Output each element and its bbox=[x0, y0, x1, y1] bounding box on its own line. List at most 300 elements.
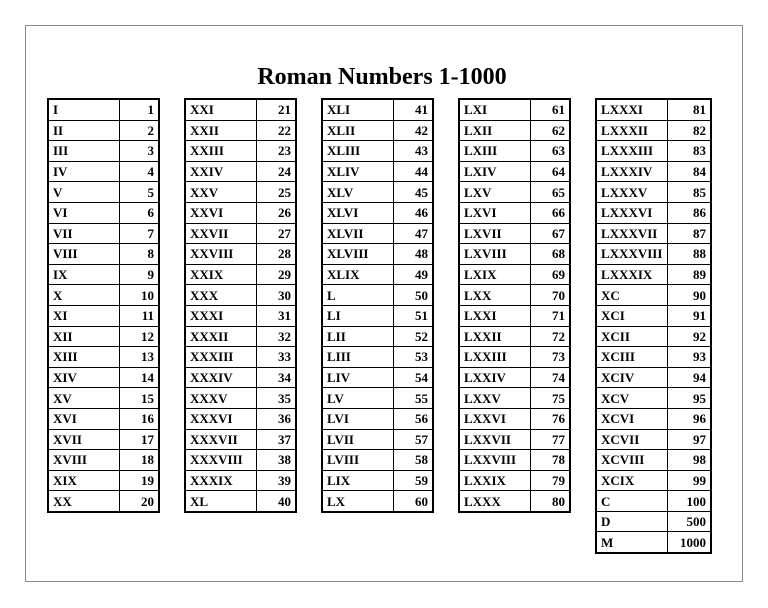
table-row bbox=[596, 511, 711, 532]
roman-numeral-cell: LVII bbox=[322, 429, 394, 450]
arabic-value-cell: 21 bbox=[257, 99, 297, 120]
table-row bbox=[596, 347, 711, 368]
table-row bbox=[459, 223, 570, 244]
table-row bbox=[185, 264, 296, 285]
roman-numeral-cell: LIII bbox=[322, 347, 394, 368]
roman-numeral-cell: XVII bbox=[48, 429, 120, 450]
table-row bbox=[322, 367, 433, 388]
arabic-value-cell: 69 bbox=[531, 264, 571, 285]
roman-numeral-cell: XV bbox=[48, 388, 120, 409]
table-row bbox=[48, 202, 159, 223]
table-row bbox=[322, 161, 433, 182]
roman-numeral-cell: XCVII bbox=[596, 429, 668, 450]
table-row bbox=[459, 305, 570, 326]
table-row bbox=[596, 532, 711, 553]
roman-numeral-cell: III bbox=[48, 141, 120, 162]
roman-numeral-cell: LXXVII bbox=[459, 429, 531, 450]
table-row bbox=[185, 408, 296, 429]
arabic-value-cell: 34 bbox=[257, 367, 297, 388]
arabic-value-cell: 85 bbox=[668, 182, 712, 203]
roman-numeral-cell: LXXXV bbox=[596, 182, 668, 203]
table-row bbox=[48, 161, 159, 182]
roman-numeral-cell: LXVI bbox=[459, 202, 531, 223]
arabic-value-cell: 17 bbox=[120, 429, 160, 450]
arabic-value-cell: 11 bbox=[120, 305, 160, 326]
roman-numeral-cell: M bbox=[596, 532, 668, 553]
arabic-value-cell: 84 bbox=[668, 161, 712, 182]
roman-numeral-cell: XXII bbox=[185, 120, 257, 141]
table-row bbox=[185, 120, 296, 141]
table-row bbox=[48, 450, 159, 471]
arabic-value-cell: 59 bbox=[394, 470, 434, 491]
arabic-value-cell: 78 bbox=[531, 450, 571, 471]
table-row bbox=[459, 264, 570, 285]
roman-numeral-cell: LXXX bbox=[459, 491, 531, 512]
arabic-value-cell: 68 bbox=[531, 244, 571, 265]
arabic-value-cell: 36 bbox=[257, 408, 297, 429]
table-row bbox=[185, 182, 296, 203]
arabic-value-cell: 35 bbox=[257, 388, 297, 409]
table-row bbox=[459, 347, 570, 368]
table-row bbox=[322, 285, 433, 306]
roman-numeral-cell: LXXIV bbox=[459, 367, 531, 388]
arabic-value-cell: 33 bbox=[257, 347, 297, 368]
roman-numeral-cell: XLVI bbox=[322, 202, 394, 223]
table-row bbox=[185, 99, 296, 120]
arabic-value-cell: 60 bbox=[394, 491, 434, 512]
table-row bbox=[48, 326, 159, 347]
roman-numeral-cell: LXXVI bbox=[459, 408, 531, 429]
table-row bbox=[322, 244, 433, 265]
table-row bbox=[459, 450, 570, 471]
arabic-value-cell: 39 bbox=[257, 470, 297, 491]
arabic-value-cell: 56 bbox=[394, 408, 434, 429]
table-row bbox=[459, 202, 570, 223]
roman-numeral-cell: LXXXII bbox=[596, 120, 668, 141]
roman-numeral-cell: LXI bbox=[459, 99, 531, 120]
arabic-value-cell: 37 bbox=[257, 429, 297, 450]
table-row bbox=[596, 99, 711, 120]
table-row bbox=[459, 408, 570, 429]
arabic-value-cell: 6 bbox=[120, 202, 160, 223]
arabic-value-cell: 70 bbox=[531, 285, 571, 306]
table-row bbox=[596, 264, 711, 285]
table-row bbox=[322, 470, 433, 491]
roman-numeral-cell: LXIII bbox=[459, 141, 531, 162]
roman-numeral-cell: XXXVI bbox=[185, 408, 257, 429]
arabic-value-cell: 72 bbox=[531, 326, 571, 347]
table-row bbox=[185, 491, 296, 512]
roman-numeral-cell: XVIII bbox=[48, 450, 120, 471]
table-row bbox=[596, 141, 711, 162]
table-row bbox=[48, 305, 159, 326]
roman-numeral-cell: IX bbox=[48, 264, 120, 285]
table-row bbox=[48, 285, 159, 306]
arabic-value-cell: 20 bbox=[120, 491, 160, 512]
roman-table-1-20 bbox=[47, 98, 160, 513]
roman-numeral-cell: II bbox=[48, 120, 120, 141]
table-row bbox=[322, 450, 433, 471]
roman-numeral-cell: XXIII bbox=[185, 141, 257, 162]
arabic-value-cell: 98 bbox=[668, 450, 712, 471]
arabic-value-cell: 12 bbox=[120, 326, 160, 347]
table-row bbox=[596, 285, 711, 306]
arabic-value-cell: 50 bbox=[394, 285, 434, 306]
roman-numeral-cell: IV bbox=[48, 161, 120, 182]
table-row bbox=[596, 429, 711, 450]
arabic-value-cell: 49 bbox=[394, 264, 434, 285]
arabic-value-cell: 44 bbox=[394, 161, 434, 182]
arabic-value-cell: 87 bbox=[668, 223, 712, 244]
roman-numeral-cell: XIV bbox=[48, 367, 120, 388]
arabic-value-cell: 92 bbox=[668, 326, 712, 347]
roman-numeral-cell: LXXXVI bbox=[596, 202, 668, 223]
arabic-value-cell: 52 bbox=[394, 326, 434, 347]
roman-numeral-cell: XCVIII bbox=[596, 450, 668, 471]
arabic-value-cell: 80 bbox=[531, 491, 571, 512]
roman-numeral-cell: X bbox=[48, 285, 120, 306]
table-row bbox=[596, 408, 711, 429]
arabic-value-cell: 94 bbox=[668, 367, 712, 388]
roman-numeral-cell: LXXXIII bbox=[596, 141, 668, 162]
table-row bbox=[459, 285, 570, 306]
arabic-value-cell: 8 bbox=[120, 244, 160, 265]
table-row bbox=[459, 141, 570, 162]
roman-numeral-cell: LXII bbox=[459, 120, 531, 141]
table-row bbox=[185, 326, 296, 347]
table-row bbox=[185, 367, 296, 388]
roman-numeral-cell: XVI bbox=[48, 408, 120, 429]
arabic-value-cell: 24 bbox=[257, 161, 297, 182]
arabic-value-cell: 55 bbox=[394, 388, 434, 409]
arabic-value-cell: 4 bbox=[120, 161, 160, 182]
arabic-value-cell: 88 bbox=[668, 244, 712, 265]
table-row bbox=[48, 367, 159, 388]
table-row bbox=[48, 99, 159, 120]
roman-numeral-cell: XLIV bbox=[322, 161, 394, 182]
arabic-value-cell: 14 bbox=[120, 367, 160, 388]
arabic-value-cell: 66 bbox=[531, 202, 571, 223]
arabic-value-cell: 58 bbox=[394, 450, 434, 471]
roman-numeral-cell: LXXI bbox=[459, 305, 531, 326]
roman-numeral-cell: XLII bbox=[322, 120, 394, 141]
roman-numeral-cell: LXXXIV bbox=[596, 161, 668, 182]
arabic-value-cell: 10 bbox=[120, 285, 160, 306]
roman-numeral-cell: LXXXVIII bbox=[596, 244, 668, 265]
arabic-value-cell: 3 bbox=[120, 141, 160, 162]
table-row bbox=[459, 491, 570, 512]
table-row bbox=[322, 264, 433, 285]
roman-numeral-cell: XXXIV bbox=[185, 367, 257, 388]
roman-numeral-cell: XII bbox=[48, 326, 120, 347]
arabic-value-cell: 76 bbox=[531, 408, 571, 429]
roman-numeral-cell: LXIX bbox=[459, 264, 531, 285]
roman-numeral-cell: XLVIII bbox=[322, 244, 394, 265]
table-row bbox=[596, 182, 711, 203]
table-row bbox=[459, 429, 570, 450]
arabic-value-cell: 65 bbox=[531, 182, 571, 203]
table-row bbox=[185, 450, 296, 471]
roman-numeral-cell: LIV bbox=[322, 367, 394, 388]
arabic-value-cell: 63 bbox=[531, 141, 571, 162]
arabic-value-cell: 1 bbox=[120, 99, 160, 120]
arabic-value-cell: 9 bbox=[120, 264, 160, 285]
roman-numeral-cell: XXI bbox=[185, 99, 257, 120]
table-row bbox=[459, 182, 570, 203]
table-row bbox=[459, 99, 570, 120]
table-row bbox=[596, 450, 711, 471]
roman-numeral-cell: C bbox=[596, 491, 668, 512]
arabic-value-cell: 2 bbox=[120, 120, 160, 141]
roman-numeral-cell: XXX bbox=[185, 285, 257, 306]
table-row bbox=[596, 491, 711, 512]
arabic-value-cell: 5 bbox=[120, 182, 160, 203]
roman-numeral-cell: XXXV bbox=[185, 388, 257, 409]
arabic-value-cell: 16 bbox=[120, 408, 160, 429]
table-row bbox=[322, 99, 433, 120]
table-row bbox=[596, 223, 711, 244]
roman-numeral-cell: LXVIII bbox=[459, 244, 531, 265]
roman-numeral-cell: LXXVIII bbox=[459, 450, 531, 471]
table-row bbox=[48, 429, 159, 450]
arabic-value-cell: 500 bbox=[668, 511, 712, 532]
table-row bbox=[322, 305, 433, 326]
arabic-value-cell: 30 bbox=[257, 285, 297, 306]
table-row bbox=[322, 202, 433, 223]
table-row bbox=[596, 244, 711, 265]
roman-numeral-cell: XLVII bbox=[322, 223, 394, 244]
roman-numeral-cell: LXXIX bbox=[459, 470, 531, 491]
arabic-value-cell: 32 bbox=[257, 326, 297, 347]
roman-numeral-cell: V bbox=[48, 182, 120, 203]
arabic-value-cell: 19 bbox=[120, 470, 160, 491]
table-row bbox=[459, 367, 570, 388]
table-row bbox=[48, 264, 159, 285]
arabic-value-cell: 28 bbox=[257, 244, 297, 265]
table-row bbox=[48, 347, 159, 368]
roman-numeral-cell: XXXIII bbox=[185, 347, 257, 368]
table-row bbox=[48, 244, 159, 265]
arabic-value-cell: 26 bbox=[257, 202, 297, 223]
roman-numeral-cell: VIII bbox=[48, 244, 120, 265]
arabic-value-cell: 23 bbox=[257, 141, 297, 162]
table-row bbox=[48, 141, 159, 162]
roman-numeral-cell: XXIV bbox=[185, 161, 257, 182]
roman-numeral-cell: XXVIII bbox=[185, 244, 257, 265]
table-row bbox=[322, 326, 433, 347]
table-row bbox=[322, 491, 433, 512]
roman-numeral-cell: VII bbox=[48, 223, 120, 244]
table-row bbox=[322, 182, 433, 203]
roman-numeral-cell: LVI bbox=[322, 408, 394, 429]
table-row bbox=[48, 388, 159, 409]
roman-numeral-cell: XXXVII bbox=[185, 429, 257, 450]
arabic-value-cell: 27 bbox=[257, 223, 297, 244]
arabic-value-cell: 54 bbox=[394, 367, 434, 388]
table-row bbox=[185, 161, 296, 182]
roman-numeral-cell: XCII bbox=[596, 326, 668, 347]
arabic-value-cell: 43 bbox=[394, 141, 434, 162]
arabic-value-cell: 45 bbox=[394, 182, 434, 203]
table-row bbox=[185, 429, 296, 450]
table-row bbox=[48, 491, 159, 512]
arabic-value-cell: 51 bbox=[394, 305, 434, 326]
roman-numeral-cell: LXXXIX bbox=[596, 264, 668, 285]
roman-numeral-cell: XLI bbox=[322, 99, 394, 120]
roman-numeral-cell: LX bbox=[322, 491, 394, 512]
roman-numeral-cell: LXXXVII bbox=[596, 223, 668, 244]
roman-numeral-cell: XIII bbox=[48, 347, 120, 368]
table-row bbox=[596, 305, 711, 326]
roman-numeral-cell: XXIX bbox=[185, 264, 257, 285]
roman-numeral-cell: XXVI bbox=[185, 202, 257, 223]
table-row bbox=[322, 141, 433, 162]
roman-numeral-cell: LXXV bbox=[459, 388, 531, 409]
arabic-value-cell: 100 bbox=[668, 491, 712, 512]
table-row bbox=[596, 120, 711, 141]
roman-numeral-cell: XCIX bbox=[596, 470, 668, 491]
table-row bbox=[596, 388, 711, 409]
table-row bbox=[459, 326, 570, 347]
table-row bbox=[596, 470, 711, 491]
table-row bbox=[48, 408, 159, 429]
table-row bbox=[48, 470, 159, 491]
roman-numeral-cell: XX bbox=[48, 491, 120, 512]
roman-numeral-cell: LXVII bbox=[459, 223, 531, 244]
table-row bbox=[322, 347, 433, 368]
roman-table-61-80 bbox=[458, 98, 571, 513]
arabic-value-cell: 53 bbox=[394, 347, 434, 368]
arabic-value-cell: 1000 bbox=[668, 532, 712, 553]
arabic-value-cell: 41 bbox=[394, 99, 434, 120]
arabic-value-cell: 81 bbox=[668, 99, 712, 120]
table-row bbox=[322, 120, 433, 141]
arabic-value-cell: 97 bbox=[668, 429, 712, 450]
roman-numeral-cell: XL bbox=[185, 491, 257, 512]
arabic-value-cell: 38 bbox=[257, 450, 297, 471]
roman-numeral-cell: XCIII bbox=[596, 347, 668, 368]
table-row bbox=[596, 326, 711, 347]
roman-numeral-cell: LXIV bbox=[459, 161, 531, 182]
arabic-value-cell: 25 bbox=[257, 182, 297, 203]
arabic-value-cell: 89 bbox=[668, 264, 712, 285]
roman-table-41-60 bbox=[321, 98, 434, 513]
table-row bbox=[185, 244, 296, 265]
table-row bbox=[48, 182, 159, 203]
arabic-value-cell: 91 bbox=[668, 305, 712, 326]
roman-numeral-cell: VI bbox=[48, 202, 120, 223]
arabic-value-cell: 96 bbox=[668, 408, 712, 429]
roman-numeral-cell: XLIX bbox=[322, 264, 394, 285]
arabic-value-cell: 79 bbox=[531, 470, 571, 491]
roman-numeral-cell: L bbox=[322, 285, 394, 306]
arabic-value-cell: 7 bbox=[120, 223, 160, 244]
arabic-value-cell: 31 bbox=[257, 305, 297, 326]
arabic-value-cell: 74 bbox=[531, 367, 571, 388]
roman-numeral-cell: LIX bbox=[322, 470, 394, 491]
arabic-value-cell: 67 bbox=[531, 223, 571, 244]
table-row bbox=[185, 202, 296, 223]
arabic-value-cell: 64 bbox=[531, 161, 571, 182]
roman-numeral-cell: XCIV bbox=[596, 367, 668, 388]
table-row bbox=[596, 161, 711, 182]
roman-numeral-cell: LXXIII bbox=[459, 347, 531, 368]
roman-numeral-cell: XLIII bbox=[322, 141, 394, 162]
table-row bbox=[185, 388, 296, 409]
table-row bbox=[459, 388, 570, 409]
roman-numeral-cell: XCI bbox=[596, 305, 668, 326]
roman-numeral-cell: LV bbox=[322, 388, 394, 409]
table-row bbox=[596, 202, 711, 223]
roman-numeral-cell: XXV bbox=[185, 182, 257, 203]
roman-numeral-cell: XCV bbox=[596, 388, 668, 409]
arabic-value-cell: 95 bbox=[668, 388, 712, 409]
roman-numeral-cell: LXXII bbox=[459, 326, 531, 347]
table-row bbox=[185, 285, 296, 306]
arabic-value-cell: 75 bbox=[531, 388, 571, 409]
arabic-value-cell: 77 bbox=[531, 429, 571, 450]
roman-numeral-cell: XIX bbox=[48, 470, 120, 491]
roman-numeral-cell: D bbox=[596, 511, 668, 532]
arabic-value-cell: 62 bbox=[531, 120, 571, 141]
roman-numeral-cell: XXXI bbox=[185, 305, 257, 326]
table-row bbox=[48, 223, 159, 244]
table-row bbox=[322, 223, 433, 244]
arabic-value-cell: 82 bbox=[668, 120, 712, 141]
roman-numeral-cell: LXX bbox=[459, 285, 531, 306]
arabic-value-cell: 15 bbox=[120, 388, 160, 409]
table-row bbox=[322, 408, 433, 429]
arabic-value-cell: 13 bbox=[120, 347, 160, 368]
roman-numeral-cell: XLV bbox=[322, 182, 394, 203]
table-row bbox=[322, 429, 433, 450]
arabic-value-cell: 90 bbox=[668, 285, 712, 306]
table-row bbox=[185, 141, 296, 162]
roman-numeral-cell: XCVI bbox=[596, 408, 668, 429]
arabic-value-cell: 42 bbox=[394, 120, 434, 141]
roman-numeral-cell: XI bbox=[48, 305, 120, 326]
roman-numeral-cell: LXXXI bbox=[596, 99, 668, 120]
roman-table-21-40 bbox=[184, 98, 297, 513]
arabic-value-cell: 29 bbox=[257, 264, 297, 285]
arabic-value-cell: 61 bbox=[531, 99, 571, 120]
roman-numeral-cell: LII bbox=[322, 326, 394, 347]
table-row bbox=[185, 470, 296, 491]
roman-numeral-cell: LI bbox=[322, 305, 394, 326]
page-title: Roman Numbers 1-1000 bbox=[257, 64, 507, 90]
table-row bbox=[459, 244, 570, 265]
table-row bbox=[596, 367, 711, 388]
arabic-value-cell: 46 bbox=[394, 202, 434, 223]
roman-numeral-cell: I bbox=[48, 99, 120, 120]
arabic-value-cell: 86 bbox=[668, 202, 712, 223]
arabic-value-cell: 22 bbox=[257, 120, 297, 141]
arabic-value-cell: 48 bbox=[394, 244, 434, 265]
roman-numeral-cell: XXXII bbox=[185, 326, 257, 347]
arabic-value-cell: 71 bbox=[531, 305, 571, 326]
roman-numeral-cell: XXXVIII bbox=[185, 450, 257, 471]
arabic-value-cell: 99 bbox=[668, 470, 712, 491]
arabic-value-cell: 18 bbox=[120, 450, 160, 471]
arabic-value-cell: 93 bbox=[668, 347, 712, 368]
roman-numeral-cell: XXVII bbox=[185, 223, 257, 244]
table-row bbox=[322, 388, 433, 409]
table-row bbox=[185, 347, 296, 368]
arabic-value-cell: 73 bbox=[531, 347, 571, 368]
table-row bbox=[48, 120, 159, 141]
roman-table-81-1000 bbox=[595, 98, 712, 554]
arabic-value-cell: 40 bbox=[257, 491, 297, 512]
